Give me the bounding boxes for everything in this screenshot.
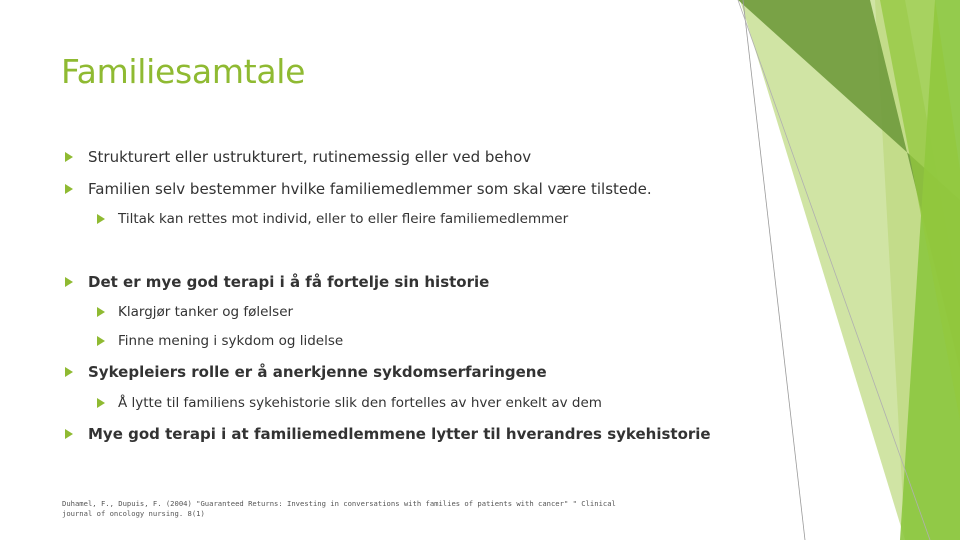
bullet-arrow-icon xyxy=(65,184,73,194)
slide-title: Familiesamtale xyxy=(61,52,306,91)
bullet-text: Mye god terapi i at familiemedlemmene lytter til hverandres sykehistorie xyxy=(88,425,711,443)
sub-bullet-4-1 xyxy=(97,395,602,411)
bullet-2 xyxy=(65,180,652,198)
bullet-4 xyxy=(65,363,547,381)
bullet-3 xyxy=(65,273,489,291)
sub-bullet-3-1 xyxy=(97,304,293,320)
bullet-arrow-icon xyxy=(65,429,73,439)
bullet-text: Finne mening i sykdom og lidelse xyxy=(118,333,344,349)
bullet-arrow-icon xyxy=(97,336,105,346)
sub-bullet-2-1 xyxy=(97,211,568,227)
bullet-text: Å lytte til familiens sykehistorie slik den fortelles av hver enkelt av dem xyxy=(118,395,602,411)
bullet-text: Sykepleiers rolle er å anerkjenne sykdomserfaringene xyxy=(88,363,547,381)
bullet-text: Tiltak kan rettes mot individ, eller to eller fleire familiemedlemmer xyxy=(118,211,569,227)
bullet-arrow-icon xyxy=(65,277,73,287)
bullet-text: Familien selv bestemmer hvilke familiemedlemmer som skal være tilstede. xyxy=(88,180,652,198)
bullet-arrow-icon xyxy=(97,307,105,317)
bullet-arrow-icon xyxy=(65,367,73,377)
bullet-text: Klargjør tanker og følelser xyxy=(118,304,294,320)
bullet-arrow-icon xyxy=(65,152,73,162)
reference-citation: Duhamel, F., Dupuis, F. (2004) "Guaranteed Returns: Investing in conversations with families of patients with cancer" " Clinical journal of oncology nursing. 8(1) xyxy=(62,499,616,518)
bullet-text: Det er mye god terapi i å få fortelje sin historie xyxy=(88,273,490,291)
bullet-arrow-icon xyxy=(97,398,105,408)
bullet-1 xyxy=(65,148,531,166)
bullet-text: Strukturert eller ustrukturert, rutinemessig eller ved behov xyxy=(88,148,532,166)
bullet-arrow-icon xyxy=(97,214,105,224)
bullet-5 xyxy=(65,425,711,443)
sub-bullet-3-2 xyxy=(97,333,343,349)
